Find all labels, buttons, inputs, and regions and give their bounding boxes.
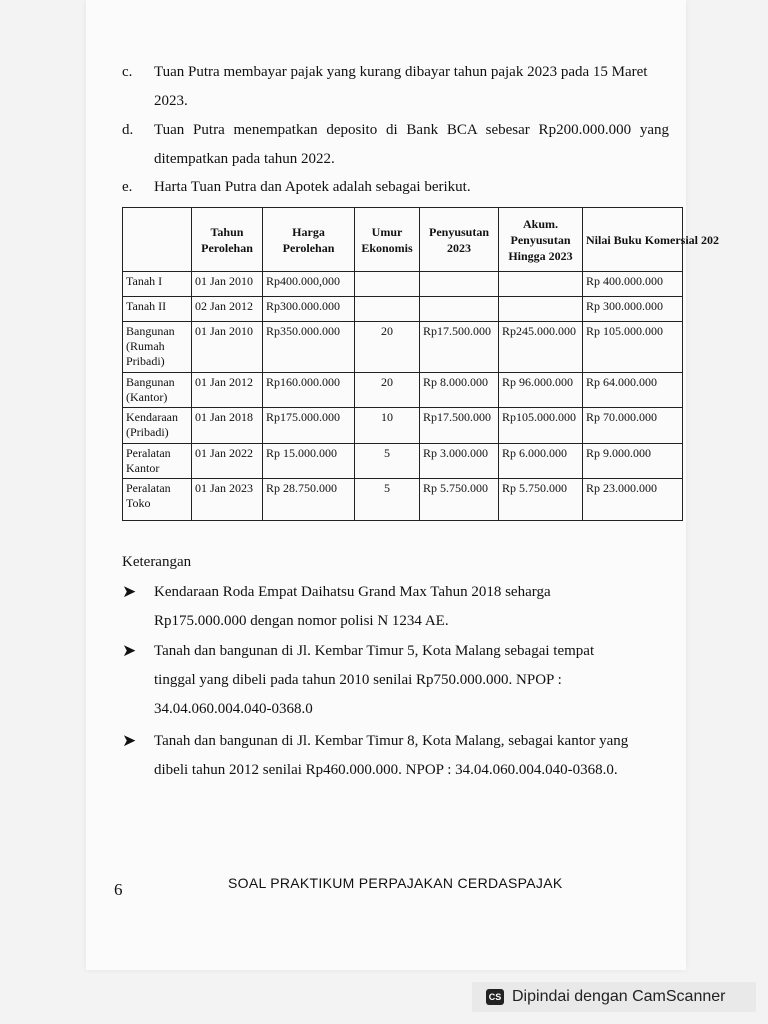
table-row <box>123 408 683 444</box>
table-cell: Rp 5.750.000 <box>420 479 499 521</box>
table-cell: Peralatan Kantor <box>123 444 192 479</box>
header-cell: Tahun Perolehan <box>192 208 263 272</box>
table-cell: Rp 15.000.000 <box>263 444 355 479</box>
table-cell <box>499 297 583 322</box>
table-cell: Rp350.000.000 <box>263 322 355 373</box>
bullet-text: Rp175.000.000 dengan nomor polisi N 1234 AE. <box>154 613 449 629</box>
table-cell: 01 Jan 2023 <box>192 479 263 521</box>
table-row <box>123 297 683 322</box>
bullet-text: Tanah dan bangunan di Jl. Kembar Timur 5, Kota Malang sebagai tempat <box>154 643 595 659</box>
table-cell: 5 <box>355 479 420 521</box>
table-cell: 01 Jan 2010 <box>192 272 263 297</box>
header-cell: Penyusutan 2023 <box>420 208 499 272</box>
table-cell: Tanah I <box>123 272 192 297</box>
table-cell: Bangunan (Rumah Pribadi) <box>123 322 192 373</box>
table-cell: Rp 105.000.000 <box>583 322 683 373</box>
header-cell <box>123 208 192 272</box>
camscanner-watermark <box>472 982 756 1012</box>
table-header-row <box>123 208 683 272</box>
list-marker: c. <box>122 64 133 80</box>
table-cell: Rp300.000.000 <box>263 297 355 322</box>
list-item-text: Harta Tuan Putra dan Apotek adalah sebagai berikut. <box>154 179 471 195</box>
table-cell: Rp400.000,000 <box>263 272 355 297</box>
table-cell: Rp 28.750.000 <box>263 479 355 521</box>
table-cell: Rp 96.000.000 <box>499 373 583 408</box>
table-cell <box>499 272 583 297</box>
table-cell <box>420 272 499 297</box>
table-cell: Rp 400.000.000 <box>583 272 683 297</box>
header-cell: Umur Ekonomis <box>355 208 420 272</box>
asset-table-container <box>122 207 720 526</box>
table-cell: 01 Jan 2010 <box>192 322 263 373</box>
table-cell: 10 <box>355 408 420 444</box>
list-item-text: 2023. <box>154 93 188 109</box>
table-cell <box>355 272 420 297</box>
bullet-text: tinggal yang dibeli pada tahun 2010 senilai Rp750.000.000. NPOP : <box>154 672 562 688</box>
keterangan-heading: Keterangan <box>122 554 192 570</box>
header-cell: Nilai Buku Komersial 202 <box>583 208 683 272</box>
table-cell: 20 <box>355 322 420 373</box>
table-cell: 01 Jan 2018 <box>192 408 263 444</box>
table-cell: Rp17.500.000 <box>420 322 499 373</box>
table-cell <box>420 297 499 322</box>
list-marker: d. <box>122 122 134 138</box>
bullet-text: Kendaraan Roda Empat Daihatsu Grand Max Tahun 2018 seharga <box>154 584 551 600</box>
table-row <box>123 444 683 479</box>
bullet-text: Tanah dan bangunan di Jl. Kembar Timur 8, Kota Malang, sebagai kantor yang <box>154 733 629 749</box>
table-cell: Rp 300.000.000 <box>583 297 683 322</box>
table-cell: Rp 23.000.000 <box>583 479 683 521</box>
table-row <box>123 373 683 408</box>
table-cell: Rp245.000.000 <box>499 322 583 373</box>
list-item-text: ditempatkan pada tahun 2022. <box>154 151 335 167</box>
table-cell: Rp 9.000.000 <box>583 444 683 479</box>
table-row <box>123 479 683 521</box>
table-cell: Rp17.500.000 <box>420 408 499 444</box>
arrow-bullet-icon: ➤ <box>122 641 137 661</box>
table-cell: Tanah II <box>123 297 192 322</box>
table-cell: Rp160.000.000 <box>263 373 355 408</box>
table-cell <box>355 297 420 322</box>
table-row <box>123 272 683 297</box>
arrow-bullet-icon: ➤ <box>122 582 137 602</box>
list-item-text: Tuan Putra menempatkan deposito di Bank BCA sebesar Rp200.000.000 yang <box>154 122 669 138</box>
arrow-bullet-icon: ➤ <box>122 731 137 751</box>
table-cell: 01 Jan 2012 <box>192 373 263 408</box>
table-cell: Rp 3.000.000 <box>420 444 499 479</box>
table-cell: Rp 8.000.000 <box>420 373 499 408</box>
table-cell: Rp105.000.000 <box>499 408 583 444</box>
list-item-text: Tuan Putra membayar pajak yang kurang dibayar tahun pajak 2023 pada 15 Maret <box>154 64 648 80</box>
header-cell: Akum. Penyusutan Hingga 2023 <box>499 208 583 272</box>
camscanner-logo-icon: CS <box>486 989 504 1005</box>
table-cell: Rp 70.000.000 <box>583 408 683 444</box>
bullet-text: 34.04.060.004.040-0368.0 <box>154 701 313 717</box>
table-cell: Bangunan (Kantor) <box>123 373 192 408</box>
camscanner-label: Dipindai dengan CamScanner <box>512 988 726 1005</box>
header-cell: Harga Perolehan <box>263 208 355 272</box>
table-cell: 20 <box>355 373 420 408</box>
table-cell: Peralatan Toko <box>123 479 192 521</box>
asset-table <box>122 207 720 521</box>
table-cell: 02 Jan 2012 <box>192 297 263 322</box>
table-cell: Rp175.000.000 <box>263 408 355 444</box>
table-cell: Rp 5.750.000 <box>499 479 583 521</box>
table-cell: Rp 64.000.000 <box>583 373 683 408</box>
list-marker: e. <box>122 179 133 195</box>
table-cell: 5 <box>355 444 420 479</box>
page-number: 6 <box>114 880 123 899</box>
table-cell: Kendaraan (Pribadi) <box>123 408 192 444</box>
footer-title: SOAL PRAKTIKUM PERPAJAKAN CERDASPAJAK <box>228 875 563 891</box>
table-cell: Rp 6.000.000 <box>499 444 583 479</box>
table-row <box>123 322 683 373</box>
table-cell: 01 Jan 2022 <box>192 444 263 479</box>
bullet-text: dibeli tahun 2012 senilai Rp460.000.000. NPOP : 34.04.060.004.040-0368.0. <box>154 762 618 778</box>
